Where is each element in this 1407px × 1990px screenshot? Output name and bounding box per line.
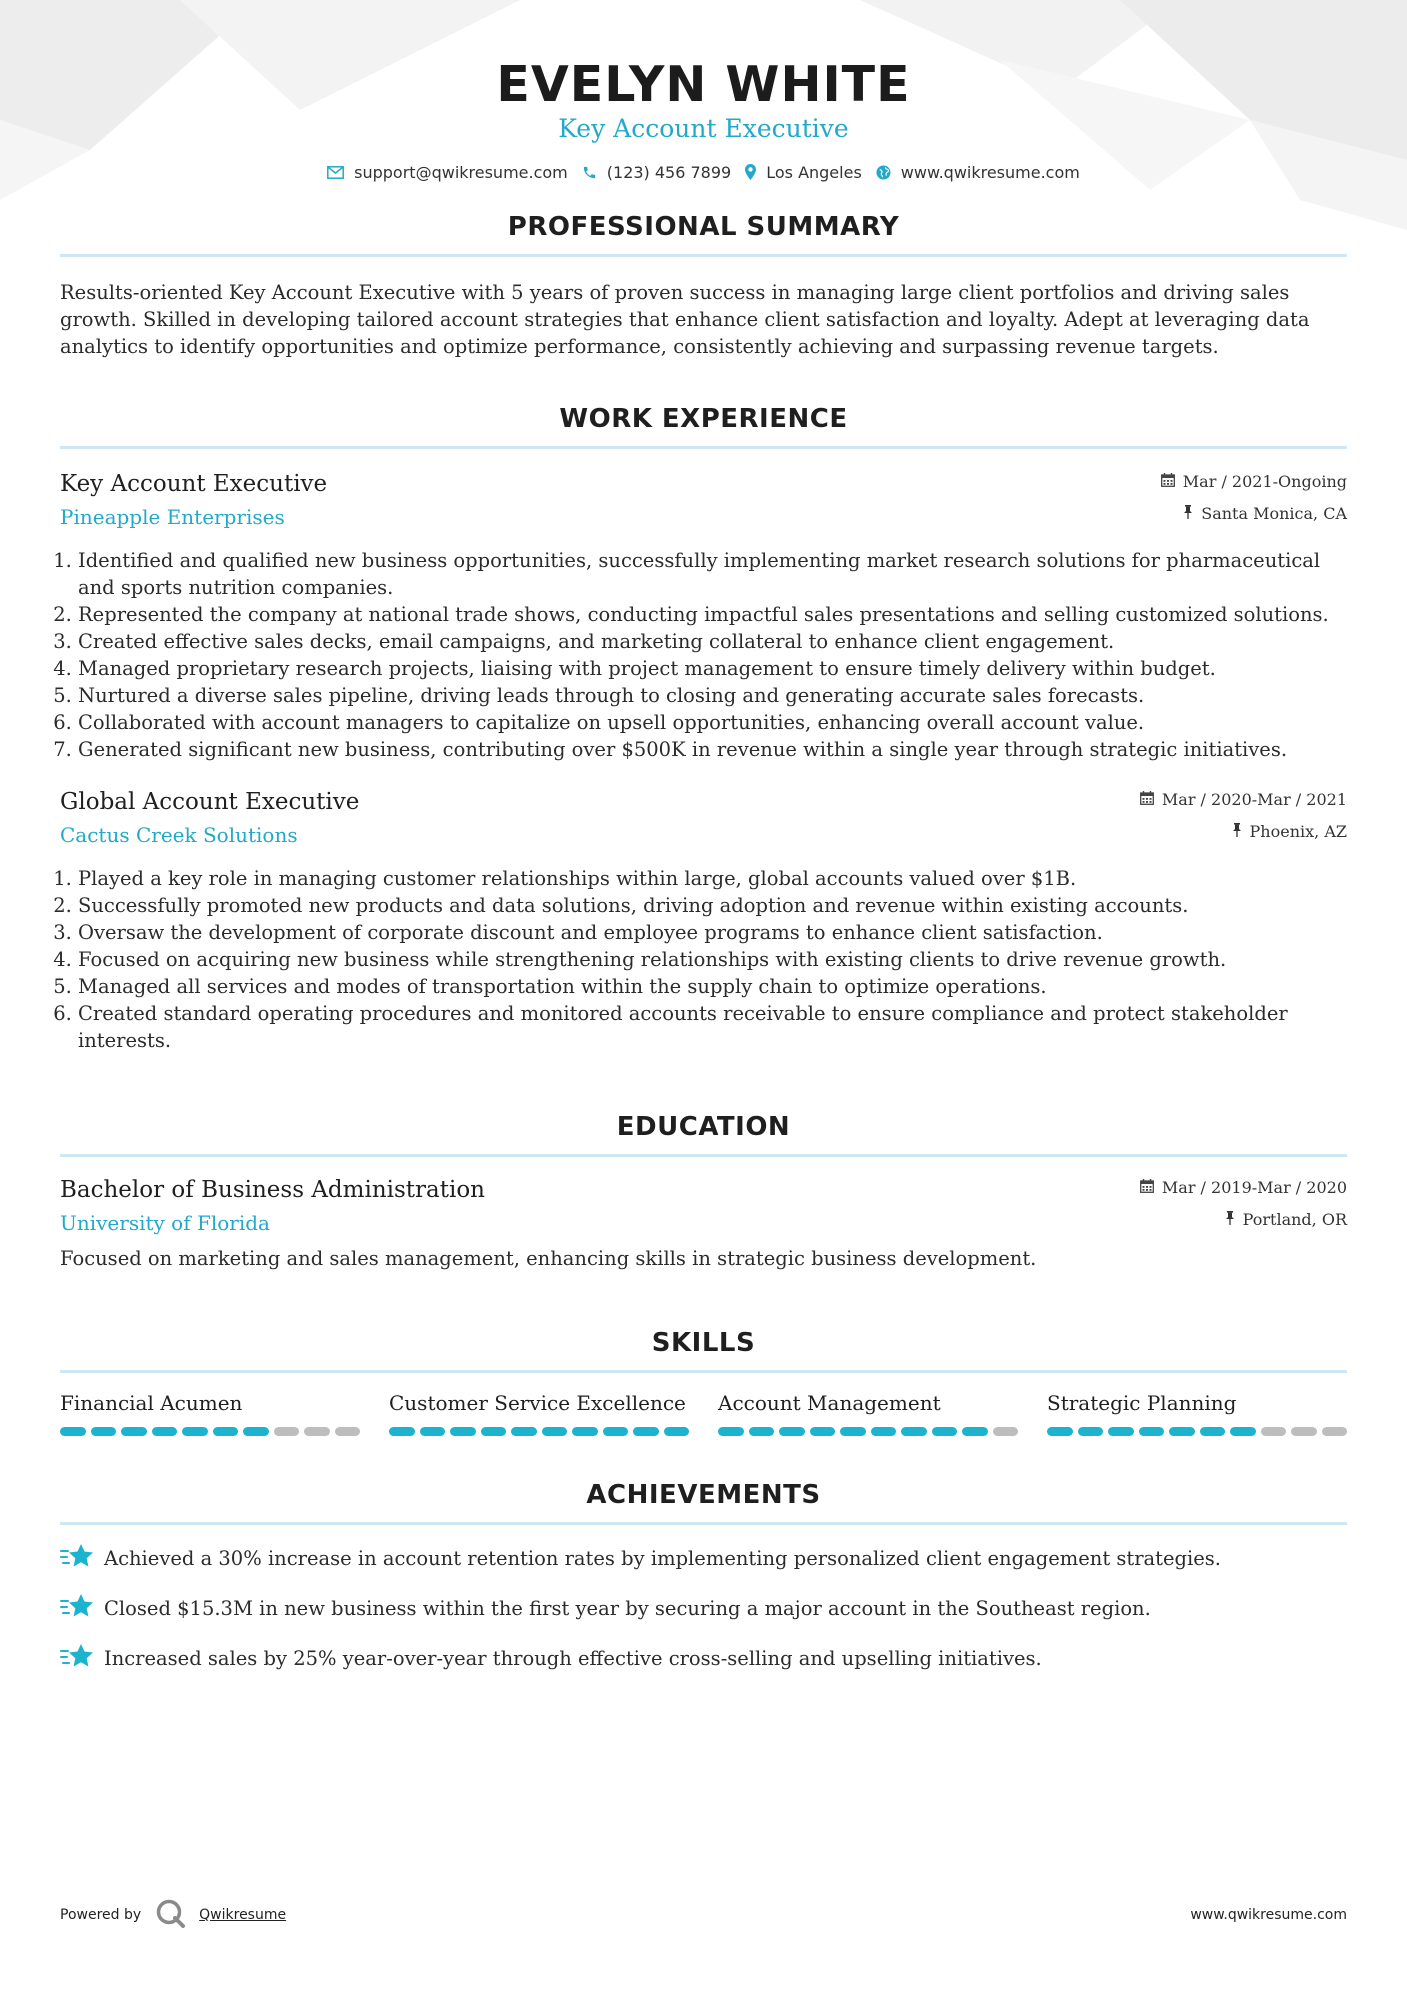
- achievement-text: Achieved a 30% increase in account retention rates by implementing personalized client engagement strategies.: [104, 1546, 1221, 1570]
- education-section: [60, 1112, 1347, 1272]
- list-item: 7. Generated significant new business, contributing over $500K in revenue within a single year through strategic initiatives.: [78, 736, 1347, 763]
- job-dates-text: Mar / 2021-Ongoing: [1182, 472, 1347, 492]
- section-divider: [60, 446, 1347, 449]
- skill-level-segment: [335, 1427, 361, 1436]
- envelope-icon: [327, 166, 344, 179]
- powered-by-label: Powered by: [60, 1907, 142, 1923]
- skill-name: Financial Acumen: [60, 1390, 243, 1415]
- education-entry: [60, 1177, 1347, 1272]
- skill-level-segment: [152, 1427, 178, 1436]
- skill-item: [718, 1391, 1018, 1436]
- calendar-icon: [1140, 1178, 1154, 1197]
- education-description: Focused on marketing and sales management, enhancing skills in strategic business development.: [60, 1246, 1037, 1270]
- education-title: EDUCATION: [616, 1111, 791, 1142]
- skill-item: [60, 1391, 360, 1436]
- skill-level-segment: [274, 1427, 300, 1436]
- skill-level-segment: [1108, 1427, 1134, 1436]
- skill-name: Account Management: [718, 1390, 941, 1415]
- education-location-text: Portland, OR: [1242, 1210, 1347, 1230]
- pushpin-icon: [1225, 1210, 1235, 1229]
- skill-level-segment: [1139, 1427, 1165, 1436]
- skill-level-segment: [481, 1427, 507, 1436]
- achievement-item: [60, 1542, 1347, 1575]
- contact-email-text: support@qwikresume.com: [354, 162, 568, 182]
- star-icon: [60, 1542, 94, 1575]
- candidate-role: Key Account Executive: [558, 113, 849, 143]
- skill-level-segment: [182, 1427, 208, 1436]
- map-pin-icon: [745, 164, 756, 180]
- skill-level-segment: [450, 1427, 476, 1436]
- job-title: Global Account Executive: [60, 788, 360, 815]
- skill-level-segment: [810, 1427, 836, 1436]
- page-footer: [60, 1898, 1347, 1932]
- skills-row: [60, 1391, 1347, 1436]
- job-location-text: Phoenix, AZ: [1249, 822, 1347, 842]
- skill-level-segment: [962, 1427, 988, 1436]
- achievement-text: Closed $15.3M in new business within the first year by securing a major account in the Southeast region.: [104, 1596, 1151, 1620]
- skill-level-segment: [420, 1427, 446, 1436]
- footer-website[interactable]: www.qwikresume.com: [1190, 1907, 1347, 1923]
- skill-item: [389, 1391, 689, 1436]
- skill-level-bar: [60, 1427, 360, 1436]
- list-item: 3. Created effective sales decks, email campaigns, and marketing collateral to enhance client engagement.: [78, 628, 1347, 655]
- skill-level-segment: [243, 1427, 269, 1436]
- candidate-name: EVELYN WHITE: [496, 56, 911, 113]
- section-divider: [60, 254, 1347, 257]
- skill-level-segment: [993, 1427, 1019, 1436]
- section-divider: [60, 1154, 1347, 1157]
- contact-phone-text: (123) 456 7899: [606, 162, 732, 182]
- pushpin-icon: [1183, 504, 1193, 523]
- experience-section: [60, 404, 1347, 1054]
- skill-level-segment: [1261, 1427, 1287, 1436]
- job-title: Key Account Executive: [60, 470, 328, 497]
- list-item: 5. Nurtured a diverse sales pipeline, driving leads through to closing and generating accurate sales forecasts.: [78, 682, 1347, 709]
- job-entry: [60, 471, 1347, 763]
- job-company: Pineapple Enterprises: [60, 504, 285, 529]
- pushpin-icon: [1232, 822, 1242, 841]
- skill-level-segment: [213, 1427, 239, 1436]
- contact-phone[interactable]: [582, 163, 731, 182]
- skill-item: [1047, 1391, 1347, 1436]
- skills-title: SKILLS: [651, 1327, 756, 1358]
- skill-level-segment: [389, 1427, 415, 1436]
- skill-level-segment: [304, 1427, 330, 1436]
- contact-location: [745, 163, 862, 182]
- skill-name: Customer Service Excellence: [389, 1390, 686, 1415]
- list-item: 6. Collaborated with account managers to capitalize on upsell opportunities, enhancing overall account value.: [78, 709, 1347, 736]
- skill-level-segment: [1047, 1427, 1073, 1436]
- skill-level-segment: [121, 1427, 147, 1436]
- skill-level-segment: [779, 1427, 805, 1436]
- star-icon: [60, 1642, 94, 1675]
- skill-level-segment: [1200, 1427, 1226, 1436]
- brand-link[interactable]: Qwikresume: [199, 1907, 287, 1923]
- skill-level-bar: [1047, 1427, 1347, 1436]
- job-dates: [1140, 789, 1347, 811]
- contact-website-text: www.qwikresume.com: [900, 162, 1080, 182]
- skill-level-segment: [572, 1427, 598, 1436]
- contact-website[interactable]: [876, 163, 1080, 182]
- skill-level-segment: [511, 1427, 537, 1436]
- skill-level-segment: [1291, 1427, 1317, 1436]
- skill-level-bar: [389, 1427, 689, 1436]
- skill-level-segment: [718, 1427, 744, 1436]
- skill-level-segment: [91, 1427, 117, 1436]
- qwikresume-logo-icon: [155, 1898, 185, 1932]
- skill-level-segment: [840, 1427, 866, 1436]
- job-location: [1140, 821, 1347, 843]
- summary-section: [60, 212, 1347, 360]
- globe-icon: [876, 165, 891, 180]
- achievements-section: [60, 1480, 1347, 1675]
- section-divider: [60, 1370, 1347, 1373]
- skill-level-segment: [871, 1427, 897, 1436]
- skill-level-segment: [932, 1427, 958, 1436]
- summary-text: Results-oriented Key Account Executive with 5 years of proven success in managing large client portfolios and driving sales growth. Skilled in developing tailored account strategies that enhance client satisfaction and loyalty. Adept at leveraging data analytics to identify opportunities and optimize performance, consistently achieving and surpassing revenue targets.: [60, 280, 1310, 358]
- skill-level-segment: [901, 1427, 927, 1436]
- resume-header: [60, 0, 1347, 182]
- list-item: 6. Created standard operating procedures and monitored accounts receivable to ensure compliance and protect stakeholder interests.: [78, 1000, 1347, 1054]
- section-divider: [60, 1522, 1347, 1525]
- job-dates-text: Mar / 2020-Mar / 2021: [1161, 790, 1347, 810]
- skill-level-segment: [1078, 1427, 1104, 1436]
- job-dates: [1161, 471, 1347, 493]
- calendar-icon: [1140, 790, 1154, 809]
- skill-level-segment: [60, 1427, 86, 1436]
- job-bullets: [60, 547, 1347, 763]
- skill-level-segment: [1169, 1427, 1195, 1436]
- list-item: 4. Focused on acquiring new business while strengthening relationships with existing clients to drive revenue growth.: [78, 946, 1347, 973]
- skill-level-segment: [1230, 1427, 1256, 1436]
- education-dates: [1140, 1177, 1347, 1199]
- job-bullets: [60, 865, 1347, 1054]
- skill-level-bar: [718, 1427, 1018, 1436]
- degree-title: Bachelor of Business Administration: [60, 1176, 485, 1203]
- job-location-text: Santa Monica, CA: [1201, 504, 1347, 524]
- achievements-title: ACHIEVEMENTS: [586, 1479, 821, 1510]
- contact-bar: [60, 163, 1347, 182]
- contact-location-text: Los Angeles: [766, 162, 862, 182]
- calendar-icon: [1161, 472, 1175, 491]
- skill-level-segment: [664, 1427, 690, 1436]
- job-location: [1161, 503, 1347, 525]
- contact-email[interactable]: [327, 163, 568, 182]
- phone-icon: [582, 165, 597, 180]
- experience-title: WORK EXPERIENCE: [559, 403, 848, 434]
- summary-title: PROFESSIONAL SUMMARY: [507, 211, 900, 242]
- list-item: 3. Oversaw the development of corporate discount and employee programs to enhance client satisfaction.: [78, 919, 1347, 946]
- skill-level-segment: [603, 1427, 629, 1436]
- school-name: University of Florida: [60, 1210, 270, 1235]
- achievement-text: Increased sales by 25% year-over-year through effective cross-selling and upselling initiatives.: [104, 1646, 1042, 1670]
- job-company: Cactus Creek Solutions: [60, 822, 298, 847]
- job-entry: [60, 789, 1347, 1054]
- achievement-item: [60, 1642, 1347, 1675]
- skill-level-segment: [633, 1427, 659, 1436]
- list-item: 2. Represented the company at national trade shows, conducting impactful sales presentations and selling customized solutions.: [78, 601, 1347, 628]
- education-location: [1140, 1209, 1347, 1231]
- list-item: 4. Managed proprietary research projects, liaising with project management to ensure timely delivery within budget.: [78, 655, 1347, 682]
- skill-name: Strategic Planning: [1047, 1390, 1237, 1415]
- skill-level-segment: [542, 1427, 568, 1436]
- list-item: 1. Played a key role in managing customer relationships within large, global accounts valued over $1B.: [78, 865, 1347, 892]
- star-icon: [60, 1592, 94, 1625]
- skill-level-segment: [749, 1427, 775, 1436]
- list-item: 5. Managed all services and modes of transportation within the supply chain to optimize operations.: [78, 973, 1347, 1000]
- skill-level-segment: [1322, 1427, 1348, 1436]
- list-item: 2. Successfully promoted new products and data solutions, driving adoption and revenue within existing accounts.: [78, 892, 1347, 919]
- skills-section: [60, 1328, 1347, 1436]
- education-dates-text: Mar / 2019-Mar / 2020: [1161, 1178, 1347, 1198]
- list-item: 1. Identified and qualified new business opportunities, successfully implementing market research solutions for pharmaceutical and sports nutrition companies.: [78, 547, 1347, 601]
- achievement-item: [60, 1592, 1347, 1625]
